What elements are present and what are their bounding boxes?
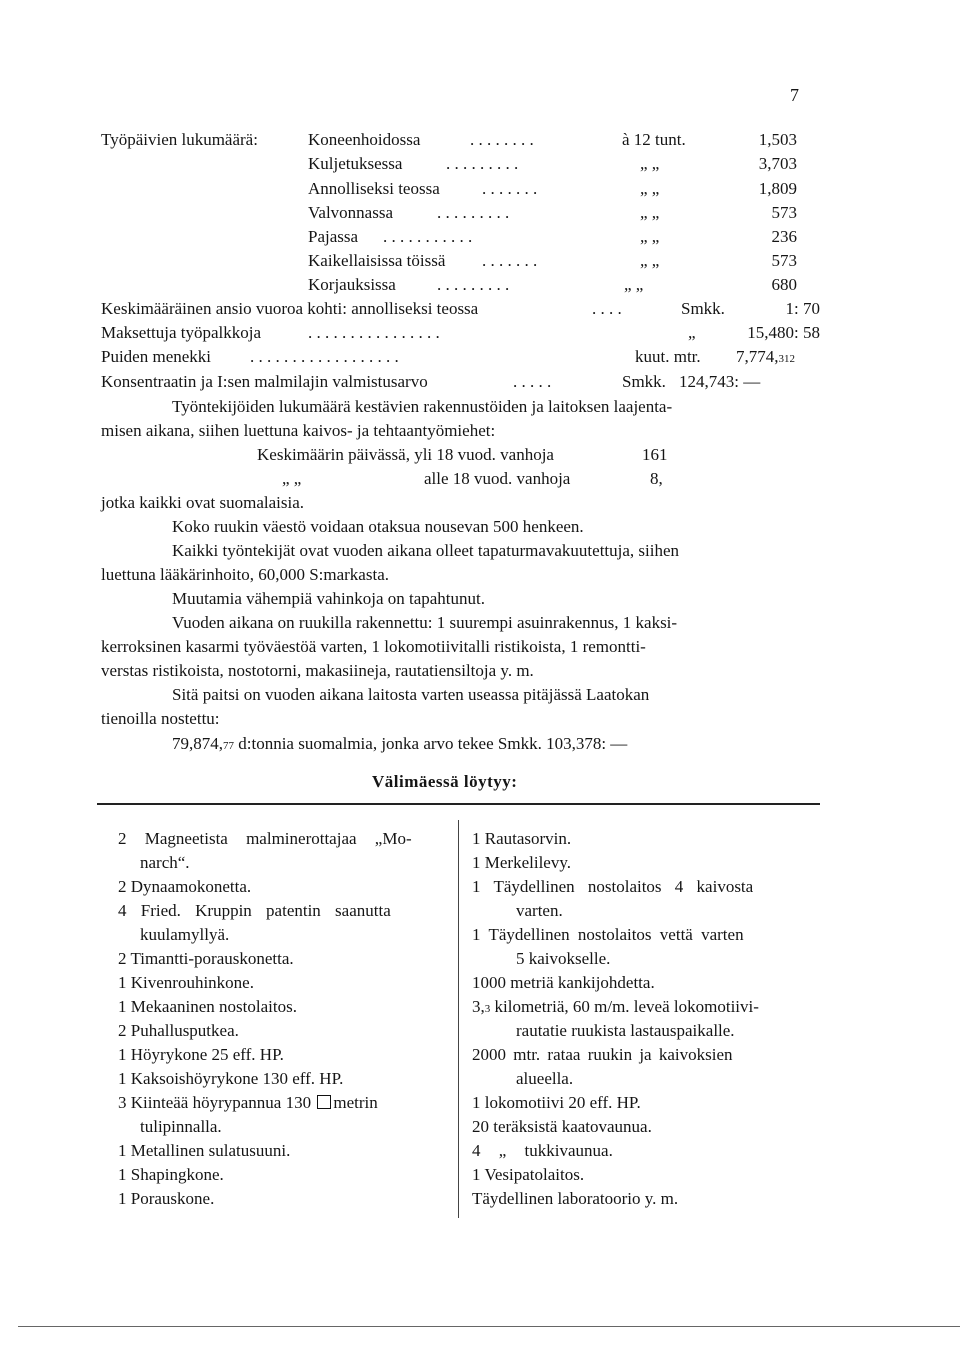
ore-line: tienoilla nostettu:	[101, 709, 220, 728]
leader-dots: . . . . . . .	[482, 251, 538, 270]
equipment-item: 1000 metriä kankijohdetta.	[472, 973, 655, 992]
equipment-item: narch“.	[140, 853, 190, 872]
construction-line: verstas ristikoista, nostotorni, makasiineja, rautatiensiltoja y. m.	[101, 661, 534, 680]
workers-finns: jotka kaikki ovat suomalaisia.	[101, 493, 305, 512]
concentrate-label: Konsentraatin ja I:sen malmilajin valmistusarvo	[101, 372, 428, 391]
equipment-item: 1 Höyrykone 25 eff. HP.	[118, 1045, 284, 1064]
leader-dots: . . . . . . . . . . . . . . . .	[308, 323, 440, 342]
square-meter-symbol-icon	[317, 1095, 331, 1109]
leader-dots: . . . . . . . . .	[437, 203, 510, 222]
workdays-row-label: Annolliseksi teossa	[308, 179, 440, 198]
workers-para-line: Työntekijöiden lukumäärä kestävien rakennustöiden ja laitoksen laajenta-	[172, 397, 673, 416]
workdays-row-label: Valvonnassa	[308, 203, 393, 222]
ore-amount-line	[172, 735, 627, 752]
ditto-marks: „ „	[640, 227, 660, 246]
workdays-row-value: 3,703	[758, 154, 797, 173]
page-number: 7	[790, 85, 799, 105]
accidents-paragraph: Muutamia vähempiä vahinkoja on tapahtunut.	[172, 589, 486, 608]
equipment-item: metrin	[333, 1093, 378, 1112]
leader-dots: . . . . . . . . .	[446, 154, 519, 173]
wood-value	[736, 348, 795, 365]
equipment-item: 1 lokomotiivi 20 eff. HP.	[472, 1093, 641, 1112]
equipment-item: 2 Magneetista malminerottajaa „Mo-	[118, 829, 412, 848]
equipment-item: 1 Kaksoishöyrykone 130 eff. HP.	[118, 1069, 344, 1088]
ore-rest: d:tonnia suomalmia, jonka arvo tekee Smkk. 103,378: —	[238, 734, 628, 753]
workdays-row-value: 236	[771, 227, 797, 246]
equipment-item: 2 Timantti-porauskonetta.	[118, 949, 294, 968]
wood-unit: kuut. mtr.	[635, 347, 701, 366]
workdays-row-value: 573	[771, 203, 797, 222]
leader-dots: . . . . . . . . .	[437, 275, 510, 294]
ditto-marks: „ „	[640, 154, 660, 173]
equipment-item: 4 Fried. Kruppin patentin saanutta	[118, 901, 391, 920]
wood-value-main: 7,774,	[736, 347, 779, 366]
avg-wage-unit: Smkk.	[681, 299, 725, 318]
equipment-item: 1 Merkelilevy.	[472, 853, 571, 872]
leader-dots: . . . .	[592, 299, 622, 318]
workers-under-18-value: 8,	[650, 469, 663, 488]
equipment-heading: Välimäessä löytyy:	[372, 772, 518, 791]
concentrate-value: 124,743: —	[679, 372, 761, 391]
workers-over-18-label: Keskimäärin päivässä, yli 18 vuod. vanhoja	[257, 445, 554, 464]
equipment-item: varten.	[516, 901, 563, 920]
workdays-row-label: Kaikellaisissa töissä	[308, 251, 446, 270]
leader-dots: . . . . .	[513, 372, 552, 391]
workers-para-line: misen aikana, siihen luettuna kaivos- ja tehtaantyömiehet:	[101, 421, 496, 440]
equipment-item-railway	[472, 998, 759, 1015]
workdays-row-label: Korjauksissa	[308, 275, 396, 294]
equipment-item: 1 Mekaaninen nostolaitos.	[118, 997, 297, 1016]
wood-label: Puiden menekki	[101, 347, 212, 366]
ditto-marks: „ „	[624, 275, 644, 294]
bottom-rule	[18, 1326, 960, 1327]
equipment-item: kilometriä, 60 m/m. leveä lokomotiivi-	[494, 997, 759, 1016]
workdays-row-label: Pajassa	[308, 227, 359, 246]
equipment-item-boiler	[118, 1094, 378, 1111]
workdays-row-value: 680	[771, 275, 797, 294]
population-paragraph: Koko ruukin väestö voidaan otaksua nousevan 500 henkeen.	[172, 517, 584, 536]
table-divider	[458, 820, 459, 1218]
equipment-item: 1 Kivenrouhinkone.	[118, 973, 254, 992]
equipment-item: 5 kaivokselle.	[516, 949, 611, 968]
leader-dots: . . . . . . . . . . . . . . . . . .	[250, 347, 399, 366]
workers-under-18-label: alle 18 vuod. vanhoja	[424, 469, 571, 488]
equipment-item: 2 Puhallusputkea.	[118, 1021, 239, 1040]
equipment-item: 1 Metallinen sulatusuuni.	[118, 1141, 291, 1160]
equipment-item: 1 Shapingkone.	[118, 1165, 224, 1184]
equipment-item: Täydellinen laboratoorio y. m.	[472, 1189, 679, 1208]
construction-line: Vuoden aikana on ruukilla rakennettu: 1 suurempi asuinrakennus, 1 kaksi-	[172, 613, 678, 632]
equipment-item: 1 Vesipatolaitos.	[472, 1165, 585, 1184]
ore-amount: 79,874,	[172, 734, 223, 753]
construction-line: kerroksinen kasarmi työväestöä varten, 1 lokomotiivitalli ristikoista, 1 remontti-	[101, 637, 646, 656]
workdays-row-label: Koneenhoidossa	[308, 130, 421, 149]
workdays-row-value: 1,503	[758, 130, 797, 149]
equipment-item: 2000 mtr. rataa ruukin ja kaivoksien	[472, 1045, 733, 1064]
railway-length-small: 3	[484, 1003, 491, 1015]
concentrate-unit: Smkk.	[622, 372, 666, 391]
equipment-item: 4 „ tukkivaunua.	[472, 1141, 613, 1160]
leader-dots: . . . . . . .	[482, 179, 538, 198]
equipment-item: 3 Kiinteää höyrypannua 130	[118, 1093, 312, 1112]
ditto-marks: „ „	[640, 251, 660, 270]
workdays-row-value: 573	[771, 251, 797, 270]
equipment-item: 1 Rautasorvin.	[472, 829, 572, 848]
workers-over-18-value: 161	[642, 445, 668, 464]
insurance-line: Kaikki työntekijät ovat vuoden aikana olleet tapaturmavakuutettuja, siihen	[172, 541, 680, 560]
equipment-item: 2 Dynaamokonetta.	[118, 877, 252, 896]
leader-dots: . . . . . . . .	[470, 130, 534, 149]
avg-wage-value: 1: 70	[785, 299, 820, 318]
insurance-line: luettuna lääkärinhoito, 60,000 S:markasta.	[101, 565, 389, 584]
ore-line: Sitä paitsi on vuoden aikana laitosta varten useassa pitäjässä Laatokan	[172, 685, 650, 704]
ditto-marks: „	[688, 323, 696, 342]
ditto-marks: „ „	[640, 203, 660, 222]
ore-amount-small: 77	[223, 740, 234, 752]
wood-value-small: 312	[778, 353, 795, 365]
leader-dots: . . . . . . . . . . .	[383, 227, 473, 246]
equipment-item: kuulamyllyä.	[140, 925, 230, 944]
ditto-marks: „ „	[282, 469, 302, 488]
workdays-label: Työpäivien lukumäärä:	[101, 130, 258, 149]
equipment-item: 1 Täydellinen nostolaitos 4 kaivosta	[472, 877, 754, 896]
equipment-item: alueella.	[516, 1069, 574, 1088]
workdays-row-value: 1,809	[758, 179, 797, 198]
equipment-item: 1 Täydellinen nostolaitos vettä varten	[472, 925, 744, 944]
table-top-rule	[97, 803, 820, 805]
workdays-row-label: Kuljetuksessa	[308, 154, 403, 173]
avg-wage-label: Keskimääräinen ansio vuoroa kohti: annolliseksi teossa	[101, 299, 479, 318]
paid-wages-label: Maksettuja työpalkkoja	[101, 323, 262, 342]
railway-length-main: 3,	[472, 997, 485, 1016]
workdays-row-unit: à 12 tunt.	[622, 130, 686, 149]
equipment-item: rautatie ruukista lastauspaikalle.	[516, 1021, 735, 1040]
equipment-item: tulipinnalla.	[140, 1117, 222, 1136]
ditto-marks: „ „	[640, 179, 660, 198]
equipment-item: 1 Porauskone.	[118, 1189, 215, 1208]
equipment-item: 20 teräksistä kaatovaunua.	[472, 1117, 652, 1136]
paid-wages-value: 15,480: 58	[747, 323, 820, 342]
